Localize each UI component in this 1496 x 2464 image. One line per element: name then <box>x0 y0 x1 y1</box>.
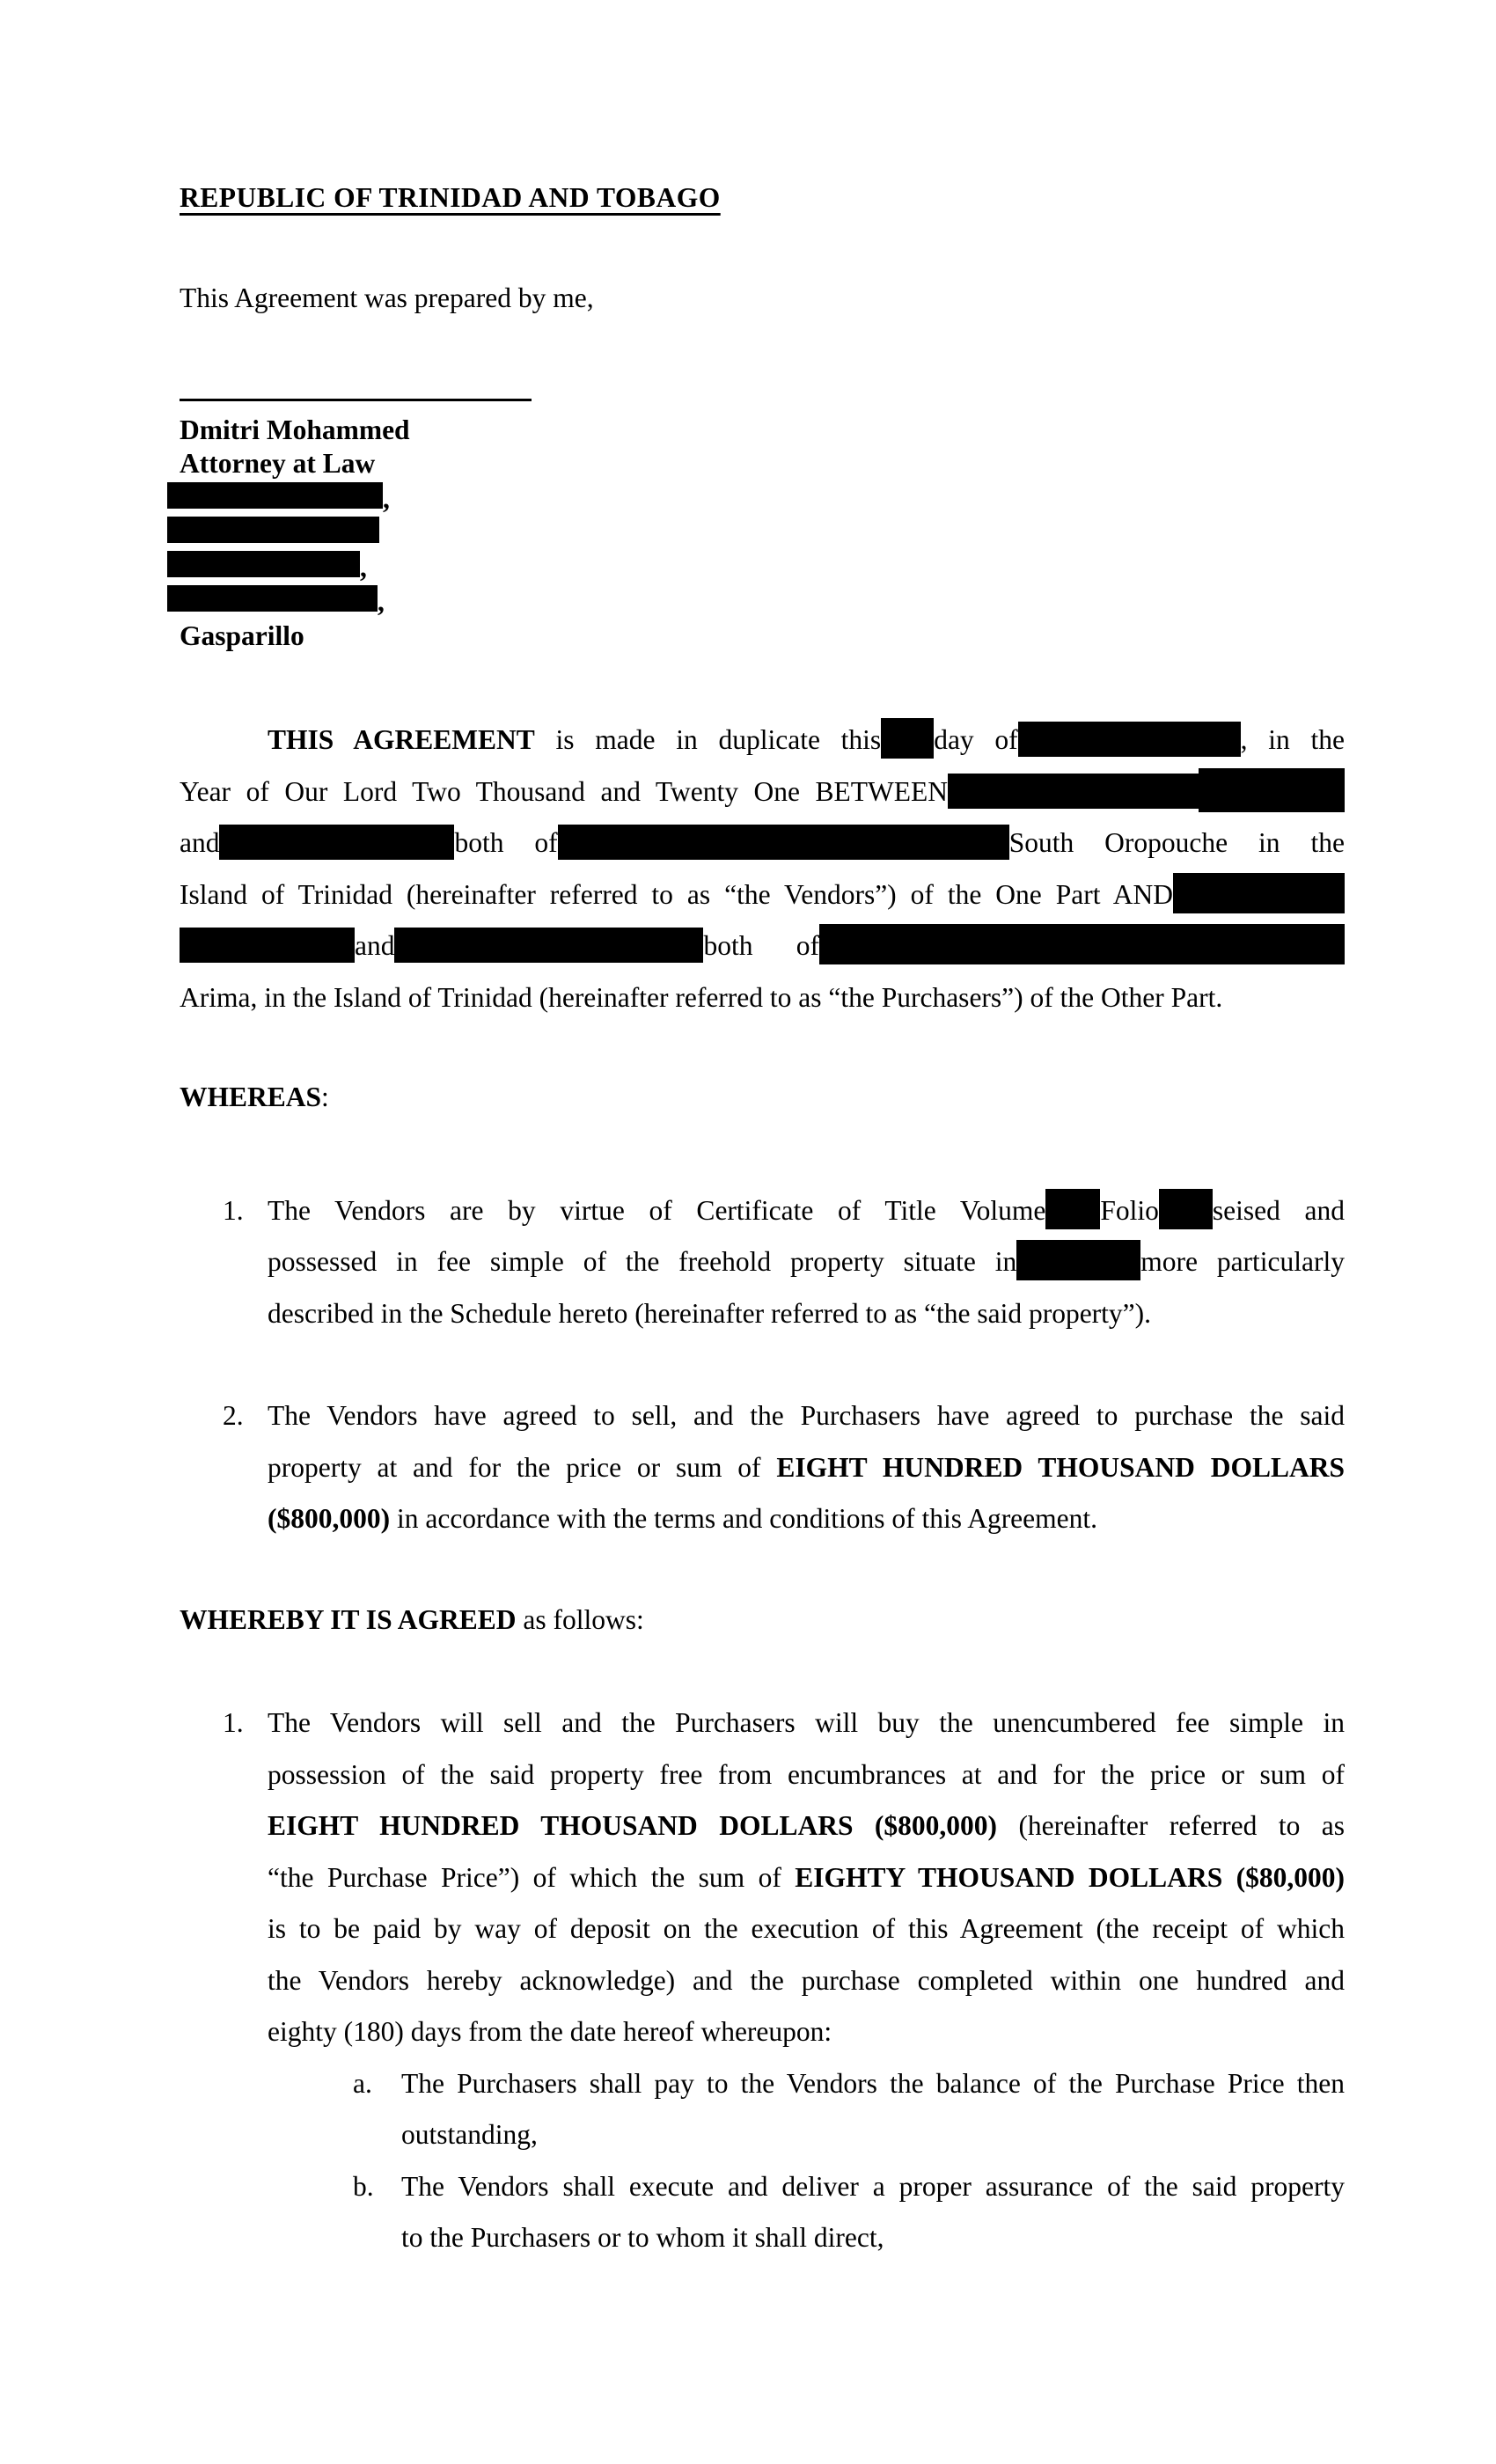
text-segment: EIGHT HUNDRED THOUSAND DOLLARS ($800,000) <box>268 1810 998 1841</box>
attorney-name <box>180 414 1345 447</box>
redaction-bar <box>219 825 454 860</box>
text-segment: is to be paid by way of deposit on the execution of this Agreement (the receipt of which <box>268 1913 1345 1944</box>
text-segment: the Vendors hereby acknowledge) and the purchase completed within one hundred and <box>268 1964 1345 1996</box>
text-segment: Island of Trinidad (hereinafter referred to as “the Vendors”) of the One Part AND <box>180 878 1173 910</box>
text-segment: outstanding, <box>401 2119 538 2150</box>
text-line <box>180 920 1345 972</box>
text-line <box>268 1852 1345 1904</box>
text-line <box>268 1493 1345 1545</box>
list-marker: b. <box>353 2170 374 2202</box>
text-line <box>180 818 1345 869</box>
text-segment: in accordance with the terms and conditions of this Agreement. <box>390 1503 1098 1534</box>
agreement-intro-paragraph <box>180 715 1345 1023</box>
redaction-bar <box>1199 768 1345 812</box>
attorney-role <box>180 447 1345 480</box>
text-segment: possession of the said property free from encumbrances at and for the price or sum of <box>268 1758 1345 1790</box>
text-line <box>268 1236 1345 1288</box>
list-marker: a. <box>353 2067 372 2099</box>
text-line <box>180 869 1345 921</box>
redaction-bar <box>394 928 703 963</box>
attorney-town <box>180 620 1345 653</box>
redaction-bar <box>167 551 360 577</box>
text-segment: The Vendors will sell and the Purchasers will buy the unencumbered fee simple in <box>268 1707 1345 1738</box>
text-segment: Attorney at Law <box>180 448 376 479</box>
redaction-bar <box>1016 1240 1140 1280</box>
text-segment: and <box>355 930 395 961</box>
text-line <box>268 1698 1345 1749</box>
text-segment: WHEREBY IT IS AGREED <box>180 1603 517 1635</box>
redaction-bar <box>167 517 379 543</box>
text-line <box>268 1903 1345 1955</box>
list-marker: 1. <box>223 1194 244 1226</box>
text-segment: “the Purchase Price”) of which the sum of <box>268 1861 796 1893</box>
prepared-by-line <box>180 282 1345 315</box>
text-segment: is made in duplicate this <box>534 724 882 755</box>
text-segment: , in the <box>1240 724 1345 755</box>
text-segment: property at and for the price or sum of <box>268 1451 777 1483</box>
text-segment: day of <box>934 724 1018 755</box>
list-marker: 2. <box>223 1400 244 1431</box>
agreed-item-1 <box>180 1698 1345 2058</box>
comma-text: , <box>383 483 390 514</box>
redaction-bar <box>808 825 1009 860</box>
text-segment: Arima, in the Island of Trinidad (hereinafter referred to as “the Purchasers”) of the Other Part. <box>180 981 1223 1013</box>
text-segment: EIGHTY THOUSAND DOLLARS ($80,000) <box>795 1861 1345 1893</box>
redaction-bar <box>881 718 934 759</box>
redaction-bar <box>1018 722 1241 757</box>
redaction-row <box>167 517 1345 543</box>
text-line <box>401 2058 1345 2110</box>
whereby-heading <box>180 1595 1345 1646</box>
redaction-bar <box>558 825 808 860</box>
document-title: REPUBLIC OF TRINIDAD AND TOBAGO <box>180 182 721 213</box>
redaction-bar <box>167 585 378 612</box>
comma-text: , <box>378 586 385 617</box>
signature-line <box>180 399 532 401</box>
text-segment: described in the Schedule hereto (hereinafter referred to as “the said property”). <box>268 1297 1152 1329</box>
text-line <box>268 1288 1345 1340</box>
text-segment: seised and <box>1212 1194 1345 1226</box>
redaction-row <box>167 551 1345 583</box>
text-segment: to the Purchasers or to whom it shall direct, <box>401 2222 884 2253</box>
text-segment: eighty (180) days from the date hereof whereupon: <box>268 2016 832 2047</box>
text-segment: The Vendors are by virtue of Certificate of Title Volume <box>268 1194 1046 1226</box>
text-segment: Gasparillo <box>180 620 304 651</box>
text-segment: and <box>180 827 220 858</box>
text-segment: The Vendors shall execute and deliver a proper assurance of the said property <box>401 2170 1345 2202</box>
text-line <box>180 766 1345 818</box>
text-line <box>268 2006 1345 2058</box>
text-segment: possessed in fee simple of the freehold property situate in <box>268 1246 1017 1277</box>
whereas-item-2 <box>180 1390 1345 1545</box>
text-segment: as follows: <box>516 1603 644 1635</box>
agreed-item-1a <box>180 2058 1345 2161</box>
redaction-bar <box>948 774 1199 809</box>
text-line <box>401 2161 1345 2213</box>
text-line <box>180 972 1345 1024</box>
text-segment: : <box>321 1082 329 1112</box>
text-line <box>401 2212 1345 2264</box>
text-segment: The Purchasers shall pay to the Vendors the balance of the Purchase Price then <box>401 2067 1345 2099</box>
redaction-bar <box>819 924 1345 964</box>
whereas-heading <box>180 1072 1345 1124</box>
document-content <box>180 0 1345 2264</box>
text-segment: both of <box>454 827 558 858</box>
redaction-row <box>167 585 1345 617</box>
text-segment: more particularly <box>1140 1246 1345 1277</box>
text-line <box>401 2109 1345 2161</box>
comma-text: , <box>360 552 367 583</box>
text-line <box>268 1185 1345 1237</box>
text-line <box>268 1749 1345 1801</box>
text-segment: Year of Our Lord Two Thousand and Twenty One BETWEEN <box>180 775 948 807</box>
text-line <box>268 1800 1345 1852</box>
text-segment: This Agreement was prepared by me, <box>180 282 594 313</box>
redaction-bar <box>1159 1189 1213 1229</box>
text-segment: both of <box>703 930 819 961</box>
redaction-row <box>167 482 1345 514</box>
text-segment: South Oropouche in the <box>1008 827 1345 858</box>
text-segment: The Vendors have agreed to sell, and the Purchasers have agreed to purchase the said <box>268 1400 1345 1431</box>
text-segment: THIS AGREEMENT <box>268 724 535 755</box>
list-marker: 1. <box>223 1707 244 1738</box>
text-segment: (hereinafter referred to as <box>997 1810 1345 1841</box>
text-segment: Dmitri Mohammed <box>180 414 410 445</box>
attorney-address-redactions <box>167 482 1345 617</box>
text-line <box>268 1955 1345 2007</box>
text-segment: ($800,000) <box>268 1503 391 1534</box>
redaction-bar <box>180 928 355 963</box>
redaction-bar <box>167 482 383 509</box>
text-line <box>180 715 1345 766</box>
agreed-item-1b <box>180 2161 1345 2264</box>
redaction-bar <box>1173 873 1345 913</box>
text-segment: EIGHT HUNDRED THOUSAND DOLLARS <box>776 1451 1345 1483</box>
text-line <box>268 1390 1345 1442</box>
text-segment: WHEREAS <box>180 1082 322 1112</box>
text-line <box>268 1442 1345 1494</box>
whereas-item-1 <box>180 1185 1345 1340</box>
redaction-bar <box>1045 1189 1100 1229</box>
text-segment: Folio <box>1100 1194 1159 1226</box>
